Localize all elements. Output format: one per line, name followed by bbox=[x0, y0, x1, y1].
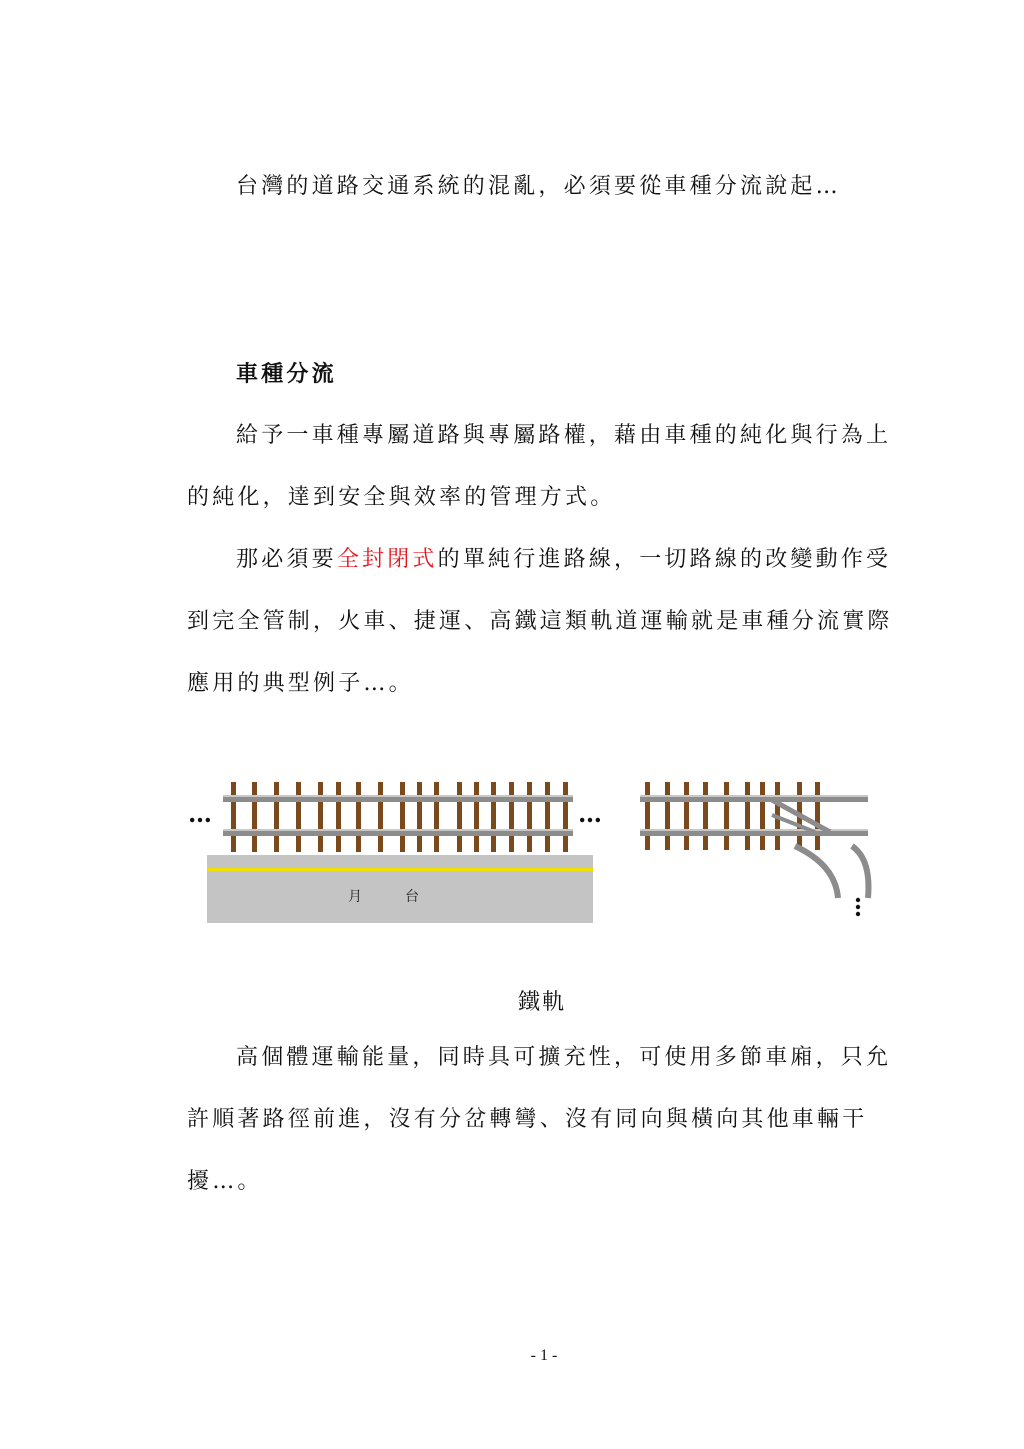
platform-label-1: 月 bbox=[348, 889, 362, 905]
vertical-ellipsis bbox=[856, 898, 860, 916]
section-heading: 車種分流 bbox=[236, 361, 337, 387]
para1-line1: 給予一車種專屬道路與專屬路權，藉由車種的純化與行為上 bbox=[236, 423, 892, 448]
para3-line2: 許順著路徑前進，沒有分岔轉彎、沒有同向與橫向其他車輛干 bbox=[187, 1107, 868, 1132]
curve-rail-inner bbox=[852, 846, 868, 898]
para2-line1 bbox=[236, 549, 891, 571]
para2-text-before: 那必須要 bbox=[236, 547, 337, 572]
left-track-sleepers bbox=[231, 782, 568, 852]
para3-line3: 擾…。 bbox=[187, 1169, 263, 1194]
para2-line2: 到完全管制，火車、捷運、高鐵這類軌道運輸就是車種分流實際 bbox=[187, 609, 893, 634]
ellipsis-left: … bbox=[188, 799, 212, 828]
curve-rail-outer bbox=[795, 846, 838, 898]
para1-line2: 的純化，達到安全與效率的管理方式。 bbox=[187, 485, 616, 510]
page-number: - 1 - bbox=[530, 1347, 558, 1364]
ellipsis-mid: … bbox=[578, 799, 602, 828]
switch-track-sleepers bbox=[645, 782, 820, 850]
platform-label-2: 台 bbox=[405, 889, 419, 905]
para3-line1: 高個體運輸能量，同時具可擴充性，可使用多節車廂，只允 bbox=[236, 1045, 892, 1070]
intro-line: 台灣的道路交通系統的混亂，必須要從車種分流說起… bbox=[236, 174, 841, 199]
para2-text-after: 的單純行進路線，一切路線的改變動作受 bbox=[437, 547, 892, 572]
para2-highlight: 全封閉式 bbox=[336, 547, 438, 572]
figure-caption: 鐵軌 bbox=[517, 990, 566, 1015]
para2-line3: 應用的典型例子…。 bbox=[187, 671, 414, 696]
platform-edge-line bbox=[207, 868, 593, 871]
railway-figure bbox=[0, 770, 1024, 940]
platform bbox=[207, 855, 593, 923]
